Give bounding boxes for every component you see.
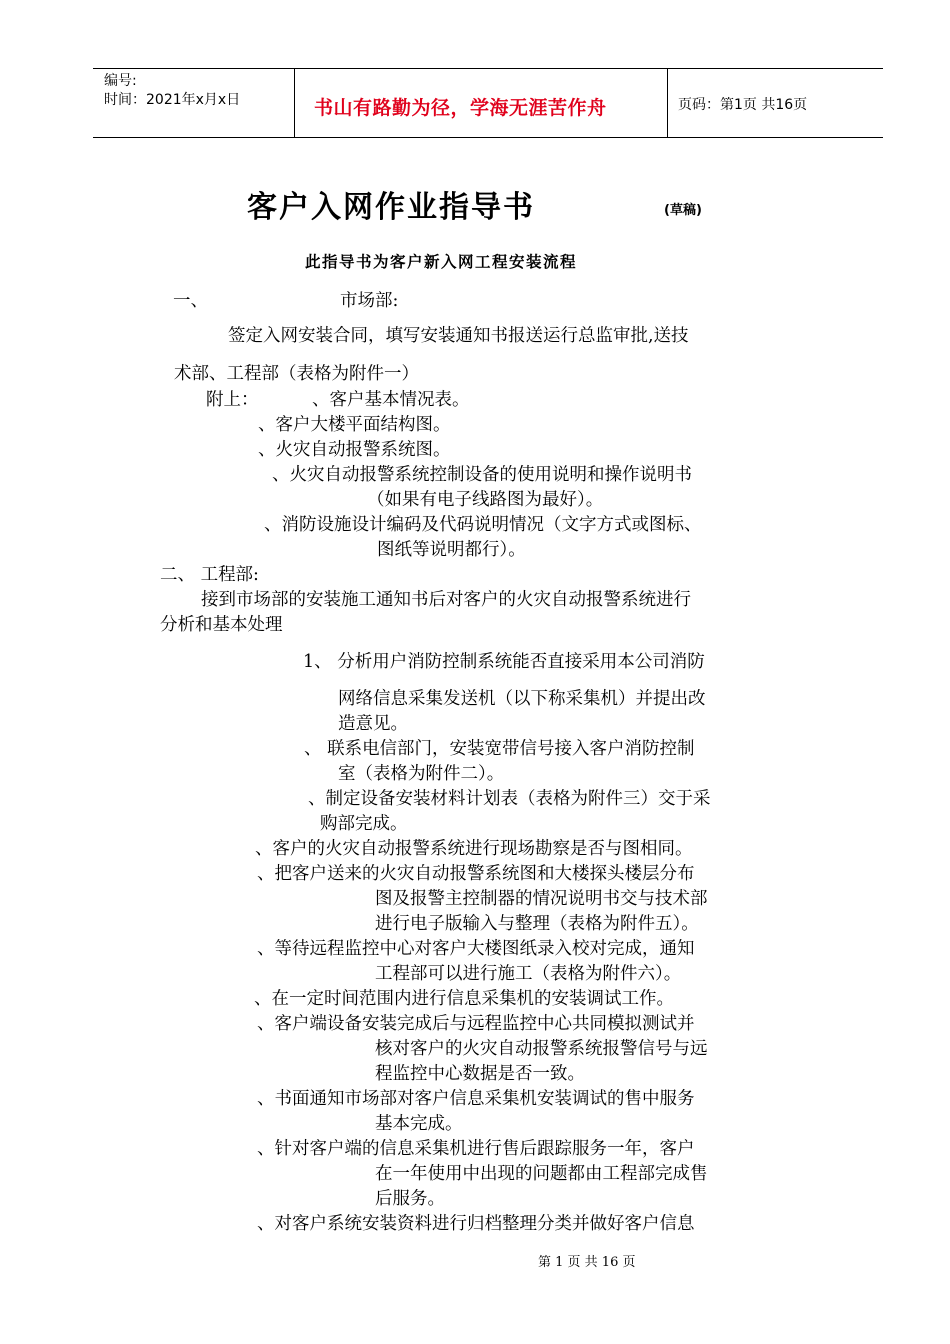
draft-tag: (草稿)	[664, 203, 702, 218]
page-info: 页码：第1页 共16页	[678, 97, 808, 113]
list-item-continuation: 进行电子版输入与整理（表格为附件五）。	[375, 914, 699, 934]
section-number: 一、	[173, 291, 208, 311]
list-item-continuation: 图纸等说明都行）。	[377, 540, 526, 560]
list-item: 、把客户送来的火灾自动报警系统图和大楼探头楼层分布	[257, 864, 695, 884]
header-divider	[667, 69, 668, 137]
serial-label: 编号:	[104, 73, 137, 89]
list-item-continuation: 室（表格为附件二）。	[338, 764, 505, 784]
list-item-continuation: 后服务。	[375, 1189, 445, 1209]
list-item: 、消防设施设计编码及代码说明情况（文字方式或图标、	[264, 515, 702, 535]
attachment-label: 附上：	[206, 390, 259, 410]
list-item-continuation: 在一年使用中出现的问题都由工程部完成售	[375, 1164, 708, 1184]
list-item-continuation: 购部完成。	[320, 814, 408, 834]
list-item: 、等待远程监控中心对客户大楼图纸录入校对完成，通知	[257, 939, 695, 959]
list-item: 1、 分析用户消防控制系统能否直接采用本公司消防	[303, 652, 705, 672]
paragraph-line: 签定入网安装合同，填写安装通知书报送运行总监审批,送技	[228, 326, 689, 346]
document-subtitle: 此指导书为客户新入网工程安装流程	[305, 253, 578, 271]
list-item: 、客户基本情况表。	[312, 390, 470, 410]
list-item-continuation: 图及报警主控制器的情况说明书交与技术部	[375, 889, 708, 909]
list-item-continuation: 程监控中心数据是否一致。	[375, 1064, 585, 1084]
list-item: 、针对客户端的信息采集机进行售后跟踪服务一年，客户	[257, 1139, 695, 1159]
list-item: 、火灾自动报警系统图。	[258, 440, 451, 460]
paragraph-line: 分析和基本处理	[160, 615, 283, 635]
date-line: 时间：2021年x月x日	[104, 92, 241, 108]
list-item-continuation: （如果有电子线路图为最好）。	[367, 490, 604, 510]
list-item: 、书面通知市场部对客户信息采集机安装调试的售中服务	[257, 1089, 695, 1109]
page-footer: 第 1 页 共 16 页	[538, 1255, 636, 1270]
list-item: 、制定设备安装材料计划表（表格为附件三）交于采	[308, 789, 711, 809]
list-item-continuation: 核对客户的火灾自动报警系统报警信号与远	[375, 1039, 708, 1059]
list-item: 、客户的火灾自动报警系统进行现场勘察是否与图相同。	[255, 839, 693, 859]
paragraph-line: 术部、工程部（表格为附件一）	[174, 364, 419, 384]
header-divider	[294, 69, 295, 137]
document-title: 客户入网作业指导书	[247, 190, 535, 225]
section-heading: 市场部:	[340, 291, 399, 311]
motto: 书山有路勤为径，学海无涯苦作舟	[314, 97, 607, 119]
section-heading: 二、 工程部:	[160, 565, 259, 585]
list-item: 、对客户系统安装资料进行归档整理分类并做好客户信息	[257, 1214, 695, 1234]
list-item-continuation: 造意见。	[338, 714, 408, 734]
list-item: 、 联系电信部门，安装宽带信号接入客户消防控制	[304, 739, 695, 759]
list-item-continuation: 工程部可以进行施工（表格为附件六）。	[375, 964, 682, 984]
paragraph-line: 接到市场部的安装施工通知书后对客户的火灾自动报警系统进行	[201, 590, 691, 610]
list-item: 、在一定时间范围内进行信息采集机的安装调试工作。	[254, 989, 674, 1009]
list-item: 、客户端设备安装完成后与远程监控中心共同模拟测试并	[257, 1014, 695, 1034]
list-item-continuation: 基本完成。	[375, 1114, 463, 1134]
list-item: 、客户大楼平面结构图。	[258, 415, 451, 435]
list-item-continuation: 网络信息采集发送机（以下称采集机）并提出改	[338, 689, 706, 709]
list-item: 、火灾自动报警系统控制设备的使用说明和操作说明书	[272, 465, 692, 485]
